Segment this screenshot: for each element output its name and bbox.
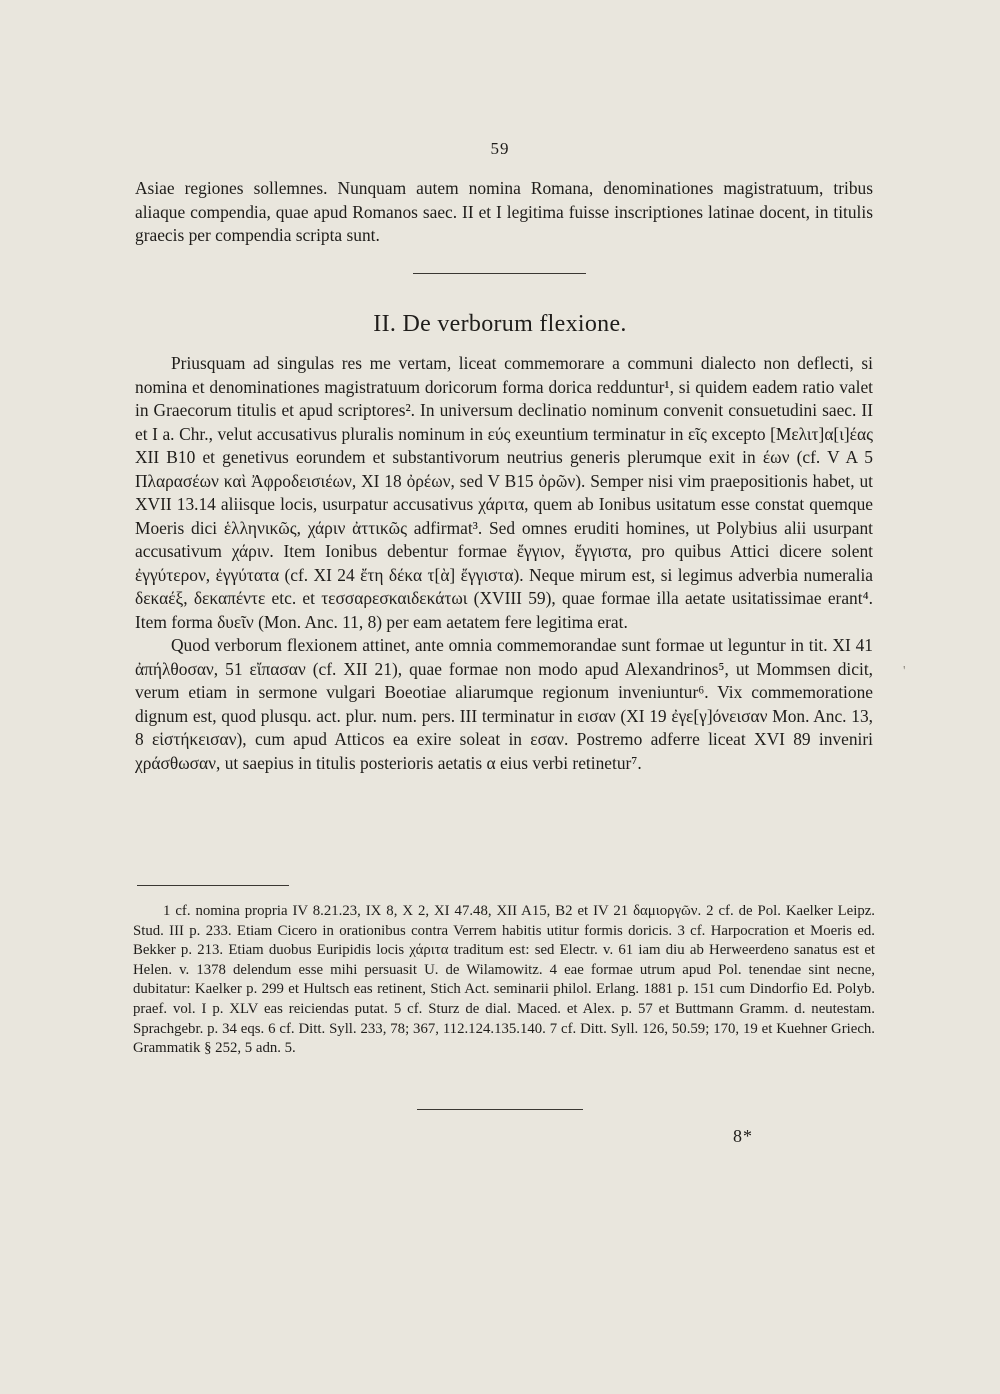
margin-mark: ' xyxy=(903,664,906,679)
bottom-divider xyxy=(417,1109,583,1110)
body-paragraph-1: Priusquam ad singulas res me vertam, liceat commemorare a communi dialecto non deflecti, si nomina et denominationes magistratuum doricorum forma dorica redduntur¹, si quidem eadem ratio valet in Graecorum titulis et apud scriptores². In universum declinatio nominum convenit consuetudini saec. II et I a. Chr., velut accusativus pluralis nominum in εύς exeuntium terminatur in εῖς excepto [Μελιτ]α[ι]έας XII B10 et genetivus eorundem et substantivorum neutrius generis plerumque exit in έων (cf. V A 5 Πλαρασέων καὶ Ἀφροδεισιέων, XI 18 ὀρέων, sed V B15 ὀρῶν). Semper nisi vim praepositionis habet, ut XVII 13.14 aliisque locis, usurpatur accusativus χάριτα, quem ab Ionibus usitatum esse constat quemque Moeris dici ἑλληνικῶς, χάριν ἀττικῶς adfirmat³. Sed omnes eruditi homines, ut Polybius alii usurpant accusativum χάριν. Item Ionibus debentur formae ἔγγιον, ἔγγιστα, pro quibus Attici dicere solent ἐγγύτερον, ἐγγύτατα (cf. XI 24 ἔτη δέκα τ[ὰ] ἔγγιστα). Neque mirum est, si legimus adverbia numeralia δεκαέξ, δεκαπέντε etc. et τεσσαρεσκαιδεκάτωι (XVIII 59), quae formae illa aetate usitatissimae erant⁴. Item forma δυεῖν (Mon. Anc. 11, 8) per eam aetatem fere legitima erat. xyxy=(135,353,873,632)
signature-mark: 8* xyxy=(733,1126,753,1146)
section-heading: II. De verborum flexione. xyxy=(373,311,627,337)
footnotes xyxy=(133,902,875,1059)
footnote-divider xyxy=(137,885,289,886)
body-paragraph-2: Quod verborum flexionem attinet, ante omnia commemorandae sunt formae ut leguntur in tit. XI 41 ἀπήλθοσαν, 51 εἴπασαν (cf. XII 21), quae formae non modo apud Alexandrinos⁵, ut Mommsen dicit, verum etiam in sermone vulgari Boeotiae aliarumque regionum inveniuntur⁶. Vix commemoratione dignum est, quod plusqu. act. plur. num. pers. III terminatur in εισαν (XI 19 ἐγε[γ]όνεισαν Mon. Anc. 13, 8 εἱστήκεισαν), cum apud Atticos ea exire soleat in εσαν. Postremo adferre liceat XVI 89 inveniri χράσθωσαν, ut saepius in titulis posterioris aetatis α eius verbi retinetur⁷. xyxy=(135,635,873,773)
intro-paragraph xyxy=(135,177,873,248)
intro-text: Asiae regiones sollemnes. Nunquam autem nomina Romana, denominationes magistratuum, tribus aliaque compendia, quae apud Romanos saec. II et I legitima fuisse inscriptiones latinae docent, in titulis graecis per compendia scripta sunt. xyxy=(135,178,873,245)
page-number: 59 xyxy=(490,139,510,158)
body-text xyxy=(135,352,873,775)
section-divider xyxy=(413,273,586,274)
footnotes-text: 1 cf. nomina propria IV 8.21.23, IX 8, X 2, XI 47.48, XII A15, B2 et IV 21 δαμιοργῶν. 2 cf. de Pol. Kaelker Leipz. Stud. III p. 233. Etiam Cicero in orationibus contra Verrem habitis utitur formis doricis. 3 cf. Harpocration et Moeris ed. Bekker p. 213. Etiam duobus Euripidis locis χάριτα traditum est: sed Electr. v. 61 iam diu ab Herweerdeno sanatus est et Helen. v. 1378 delendum esse mihi persuasit U. de Wilamowitz. 4 eae formae utrum apud Pol. tenendae sint necne, dubitatur: Kaelker p. 299 et Hultsch eas retinent, Stich Act. seminarii philol. Erlang. 1881 p. 151 cum Dindorfio Ed. Polyb. praef. vol. I p. XLV eas reiciendas putat. 5 cf. Sturz de dial. Maced. et Alex. p. 57 et Buttmann Gramm. d. neutestam. Sprachgebr. p. 34 eqs. 6 cf. Ditt. Syll. 233, 78; 367, 112.124.135.140. 7 cf. Ditt. Syll. 126, 50.59; 170, 19 et Kuehner Griech. Grammatik § 252, 5 adn. 5. xyxy=(133,903,875,1057)
